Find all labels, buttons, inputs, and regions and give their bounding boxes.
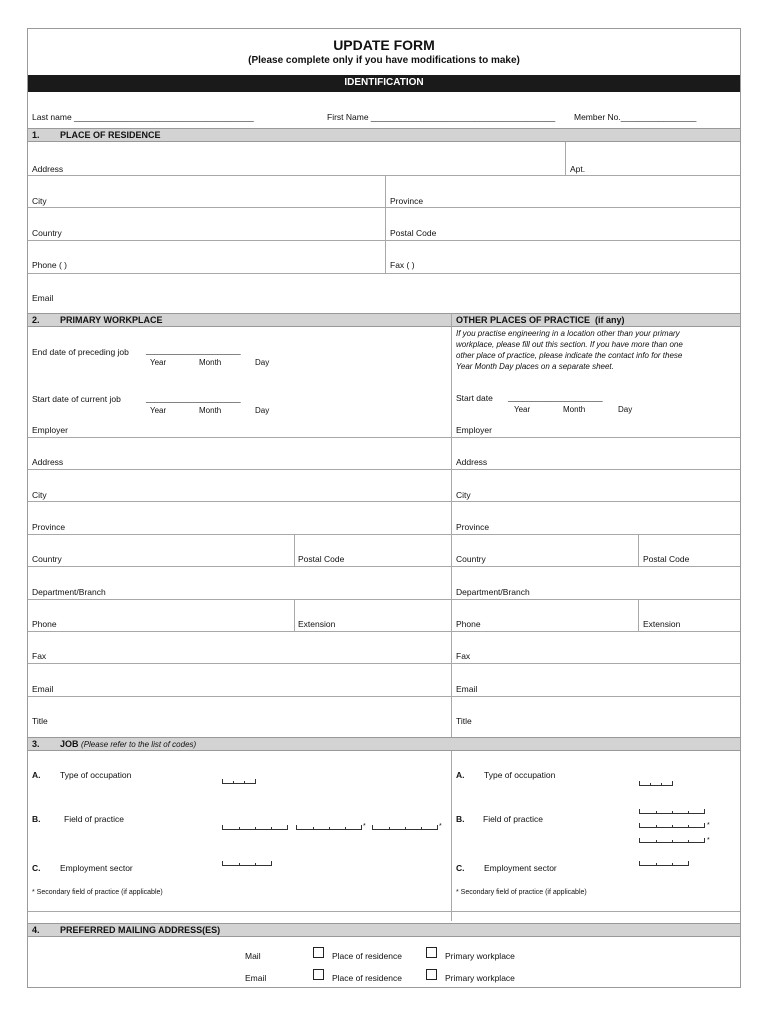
- residence-phone-field[interactable]: Phone ( ): [32, 260, 67, 270]
- other-job-a-letter: A.: [456, 770, 465, 780]
- other-job-b-code-field-1[interactable]: [639, 809, 705, 814]
- other-start-date-month-label: Month: [563, 405, 586, 414]
- identification-bar: [28, 75, 740, 92]
- workplace-city-field[interactable]: City: [32, 490, 47, 500]
- other-job-b-star-1: *: [707, 822, 710, 829]
- job-b-star-2: *: [439, 823, 442, 830]
- workplace-email-field[interactable]: Email: [32, 684, 54, 694]
- other-places-title: OTHER PLACES OF PRACTICE (if any): [456, 315, 625, 325]
- other-job-b-code-field-2[interactable]: [639, 823, 705, 828]
- other-title-field[interactable]: Title: [456, 716, 472, 726]
- section-2-title: PRIMARY WORKPLACE: [60, 315, 163, 325]
- start-date-label: Start date of current job: [32, 394, 121, 404]
- section-1-number: 1.: [32, 130, 40, 140]
- other-country-field[interactable]: Country: [456, 554, 486, 564]
- other-start-date-day-label: Day: [618, 405, 633, 414]
- workplace-title-field[interactable]: Title: [32, 716, 48, 726]
- other-job-b-code-field-3[interactable]: [639, 838, 705, 843]
- residence-fax-field[interactable]: Fax ( ): [390, 260, 415, 270]
- email-workplace-label: Primary workplace: [445, 973, 515, 983]
- residence-postal-code-field[interactable]: Postal Code: [390, 228, 437, 238]
- other-job-a-label: Type of occupation: [484, 770, 556, 780]
- workplace-country-field[interactable]: Country: [32, 554, 62, 564]
- residence-city-field[interactable]: City: [32, 196, 47, 206]
- other-email-field[interactable]: Email: [456, 684, 478, 694]
- section-3-title: JOB (Please refer to the list of codes): [60, 739, 197, 749]
- other-start-date-year-label: Year: [514, 405, 531, 414]
- mail-workplace-label: Primary workplace: [445, 951, 515, 961]
- other-job-b-label: Field of practice: [483, 814, 543, 824]
- other-places-note-3: other place of practice, please indicate the contact info for these: [456, 351, 683, 360]
- form-subtitle: (Please complete only if you have modifications to make): [248, 55, 520, 66]
- end-date-field[interactable]: ____________________: [146, 345, 241, 355]
- job-b-code-field-3[interactable]: [372, 825, 438, 830]
- other-job-footnote: * Secondary field of practice (if applicable): [456, 889, 587, 896]
- other-province-field[interactable]: Province: [456, 522, 490, 532]
- section-4-number: 4.: [32, 925, 40, 935]
- job-b-star-1: *: [363, 823, 366, 830]
- other-job-c-label: Employment sector: [484, 863, 557, 873]
- other-postal-code-field[interactable]: Postal Code: [643, 554, 690, 564]
- employer-field[interactable]: Employer: [32, 425, 68, 435]
- section-4-header: [28, 923, 740, 937]
- other-job-b-letter: B.: [456, 814, 465, 824]
- start-date-month-label: Month: [199, 406, 222, 415]
- other-places-note-1: If you practise engineering in a location other than your primary: [456, 329, 680, 338]
- other-start-date-label: Start date: [456, 393, 493, 403]
- other-city-field[interactable]: City: [456, 490, 471, 500]
- other-job-c-code-field[interactable]: [639, 861, 689, 866]
- workplace-fax-field[interactable]: Fax: [32, 651, 47, 661]
- residence-address-field[interactable]: Address: [32, 164, 64, 174]
- other-job-c-letter: C.: [456, 863, 465, 873]
- other-places-note-4: Year Month Day places on a separate sheet.: [456, 362, 614, 371]
- section-2-number: 2.: [32, 315, 40, 325]
- mail-residence-checkbox[interactable]: [313, 947, 324, 958]
- residence-email-field[interactable]: Email: [32, 293, 54, 303]
- email-residence-label: Place of residence: [332, 973, 402, 983]
- job-b-code-field-2[interactable]: [296, 825, 362, 830]
- section-4-title: PREFERRED MAILING ADDRESS(ES): [60, 925, 221, 935]
- job-a-letter: A.: [32, 770, 41, 780]
- residence-country-field[interactable]: Country: [32, 228, 62, 238]
- other-job-b-star-2: *: [707, 837, 710, 844]
- end-date-day-label: Day: [255, 358, 270, 367]
- other-department-field[interactable]: Department/Branch: [456, 587, 530, 597]
- job-b-letter: B.: [32, 814, 41, 824]
- end-date-label: End date of preceding job: [32, 347, 129, 357]
- email-residence-checkbox[interactable]: [313, 969, 324, 980]
- email-workplace-checkbox[interactable]: [426, 969, 437, 980]
- first-name-field[interactable]: First Name _______________________________________: [327, 112, 556, 122]
- workplace-phone-field[interactable]: Phone: [32, 619, 57, 629]
- section-2-header: [28, 313, 740, 327]
- end-date-year-label: Year: [150, 358, 167, 367]
- job-c-letter: C.: [32, 863, 41, 873]
- update-form: [27, 28, 741, 988]
- other-fax-field[interactable]: Fax: [456, 651, 471, 661]
- section-1-title: PLACE OF RESIDENCE: [60, 130, 161, 140]
- other-extension-field[interactable]: Extension: [643, 619, 681, 629]
- start-date-year-label: Year: [150, 406, 167, 415]
- workplace-address-field[interactable]: Address: [32, 457, 64, 467]
- job-b-label: Field of practice: [64, 814, 124, 824]
- end-date-month-label: Month: [199, 358, 222, 367]
- job-b-code-field-1[interactable]: [222, 825, 288, 830]
- job-a-label: Type of occupation: [60, 770, 132, 780]
- email-label: Email: [245, 973, 267, 983]
- job-footnote: * Secondary field of practice (if applicable): [32, 889, 163, 896]
- identification-title: IDENTIFICATION: [344, 77, 424, 88]
- workplace-province-field[interactable]: Province: [32, 522, 66, 532]
- other-job-a-code-field[interactable]: [639, 781, 673, 786]
- job-c-code-field[interactable]: [222, 861, 272, 866]
- residence-province-field[interactable]: Province: [390, 196, 424, 206]
- other-phone-field[interactable]: Phone: [456, 619, 481, 629]
- member-no-field[interactable]: Member No.________________: [574, 112, 697, 122]
- start-date-field[interactable]: ____________________: [146, 393, 241, 403]
- last-name-field[interactable]: Last name ______________________________________: [32, 112, 254, 122]
- mail-residence-label: Place of residence: [332, 951, 402, 961]
- workplace-department-field[interactable]: Department/Branch: [32, 587, 106, 597]
- job-c-label: Employment sector: [60, 863, 133, 873]
- form-title: UPDATE FORM: [333, 37, 435, 53]
- other-places-note-2: workplace, please fill out this section. If you have more than one: [456, 340, 683, 349]
- workplace-postal-code-field[interactable]: Postal Code: [298, 554, 345, 564]
- section-3-number: 3.: [32, 739, 40, 749]
- job-a-code-field[interactable]: [222, 779, 256, 784]
- residence-apt-field[interactable]: Apt.: [570, 164, 586, 174]
- start-date-day-label: Day: [255, 406, 270, 415]
- mail-label: Mail: [245, 951, 261, 961]
- other-address-field[interactable]: Address: [456, 457, 488, 467]
- section-1-header: [28, 128, 740, 142]
- mail-workplace-checkbox[interactable]: [426, 947, 437, 958]
- section-3-header: [28, 737, 740, 751]
- workplace-extension-field[interactable]: Extension: [298, 619, 336, 629]
- other-start-date-field[interactable]: ____________________: [508, 392, 603, 402]
- other-employer-field[interactable]: Employer: [456, 425, 492, 435]
